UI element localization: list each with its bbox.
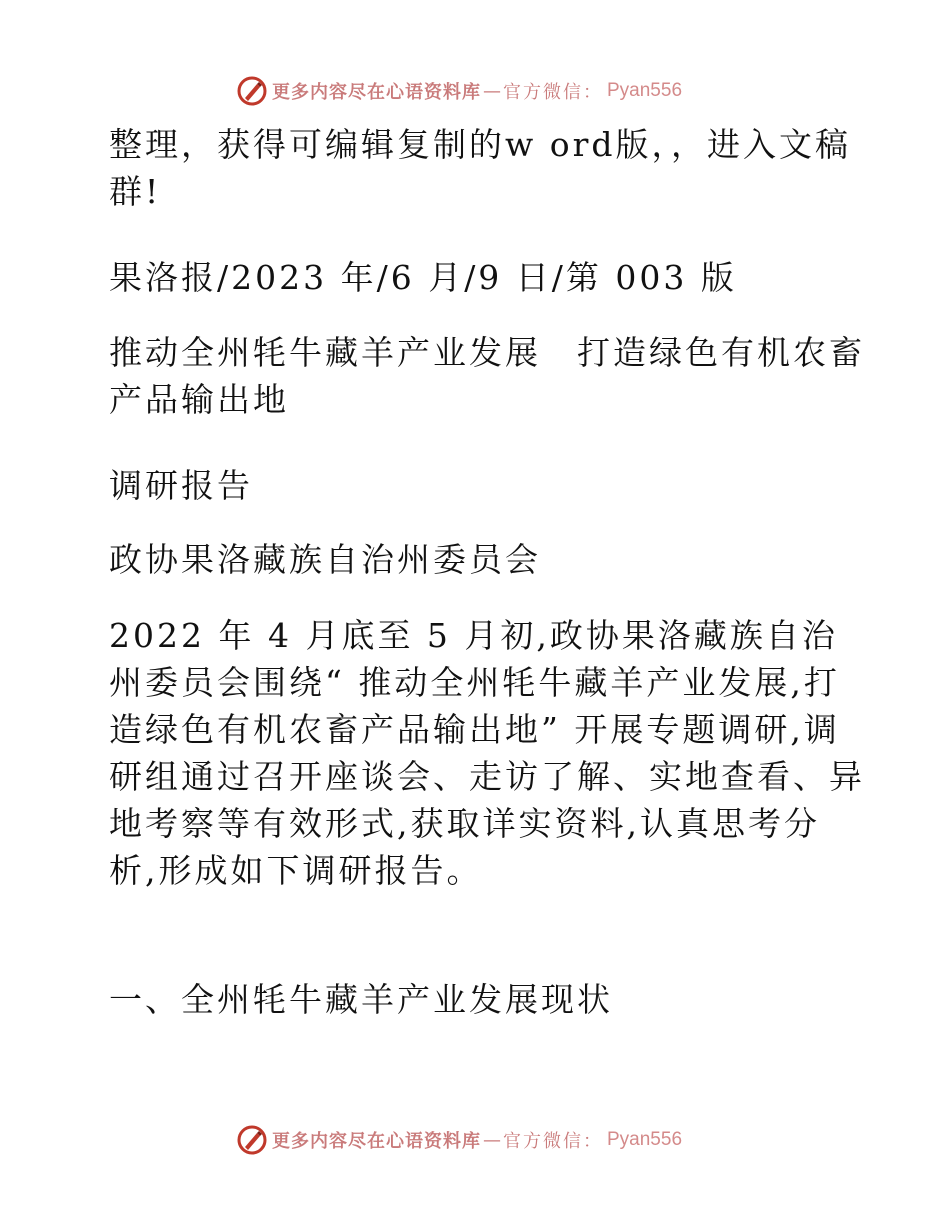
paragraph-title: 推动全州牦牛藏羊产业发展 打造绿色有机农畜产品输出地: [109, 333, 865, 419]
paragraph-source: 果洛报/2023 年/6 月/9 日/第 003 版: [109, 258, 737, 297]
watermark-dash: —: [483, 1129, 501, 1151]
watermark-wechat-id: Pyan556: [607, 1129, 683, 1150]
pen-logo-icon: [236, 1124, 268, 1156]
watermark-dash: —: [483, 80, 501, 102]
paragraph-intro: 整理，获得可编辑复制的w ord版，，进入文稿群!: [109, 125, 852, 211]
paragraph-body: 2022 年 4 月底至 5 月初,政协果洛藏族自治州委员会围绕“ 推动全州牦牛藏羊产业发展,打造绿色有机农畜产品输出地” 开展专题调研,调研组通过召开座谈会、走访了解、实地查看、异地考察等有效形式,获取详实资料,认真思考分析,形成如下调研报告。: [109, 616, 865, 890]
paragraph-author: 政协果洛藏族自治州委员会: [109, 540, 541, 579]
pen-logo-icon: [236, 75, 268, 107]
watermark-label: 官方微信：: [503, 1131, 603, 1152]
watermark-site-text: 更多内容尽在心语资料库: [272, 82, 481, 103]
section-heading: 一、全州牦牛藏羊产业发展现状: [109, 980, 613, 1019]
paragraph-subtitle: 调研报告: [109, 466, 253, 505]
footer-watermark: [236, 1123, 682, 1157]
watermark-site-text: 更多内容尽在心语资料库: [272, 1131, 481, 1152]
watermark-label: 官方微信：: [503, 82, 603, 103]
header-watermark: [236, 74, 682, 108]
watermark-wechat-id: Pyan556: [607, 80, 683, 101]
